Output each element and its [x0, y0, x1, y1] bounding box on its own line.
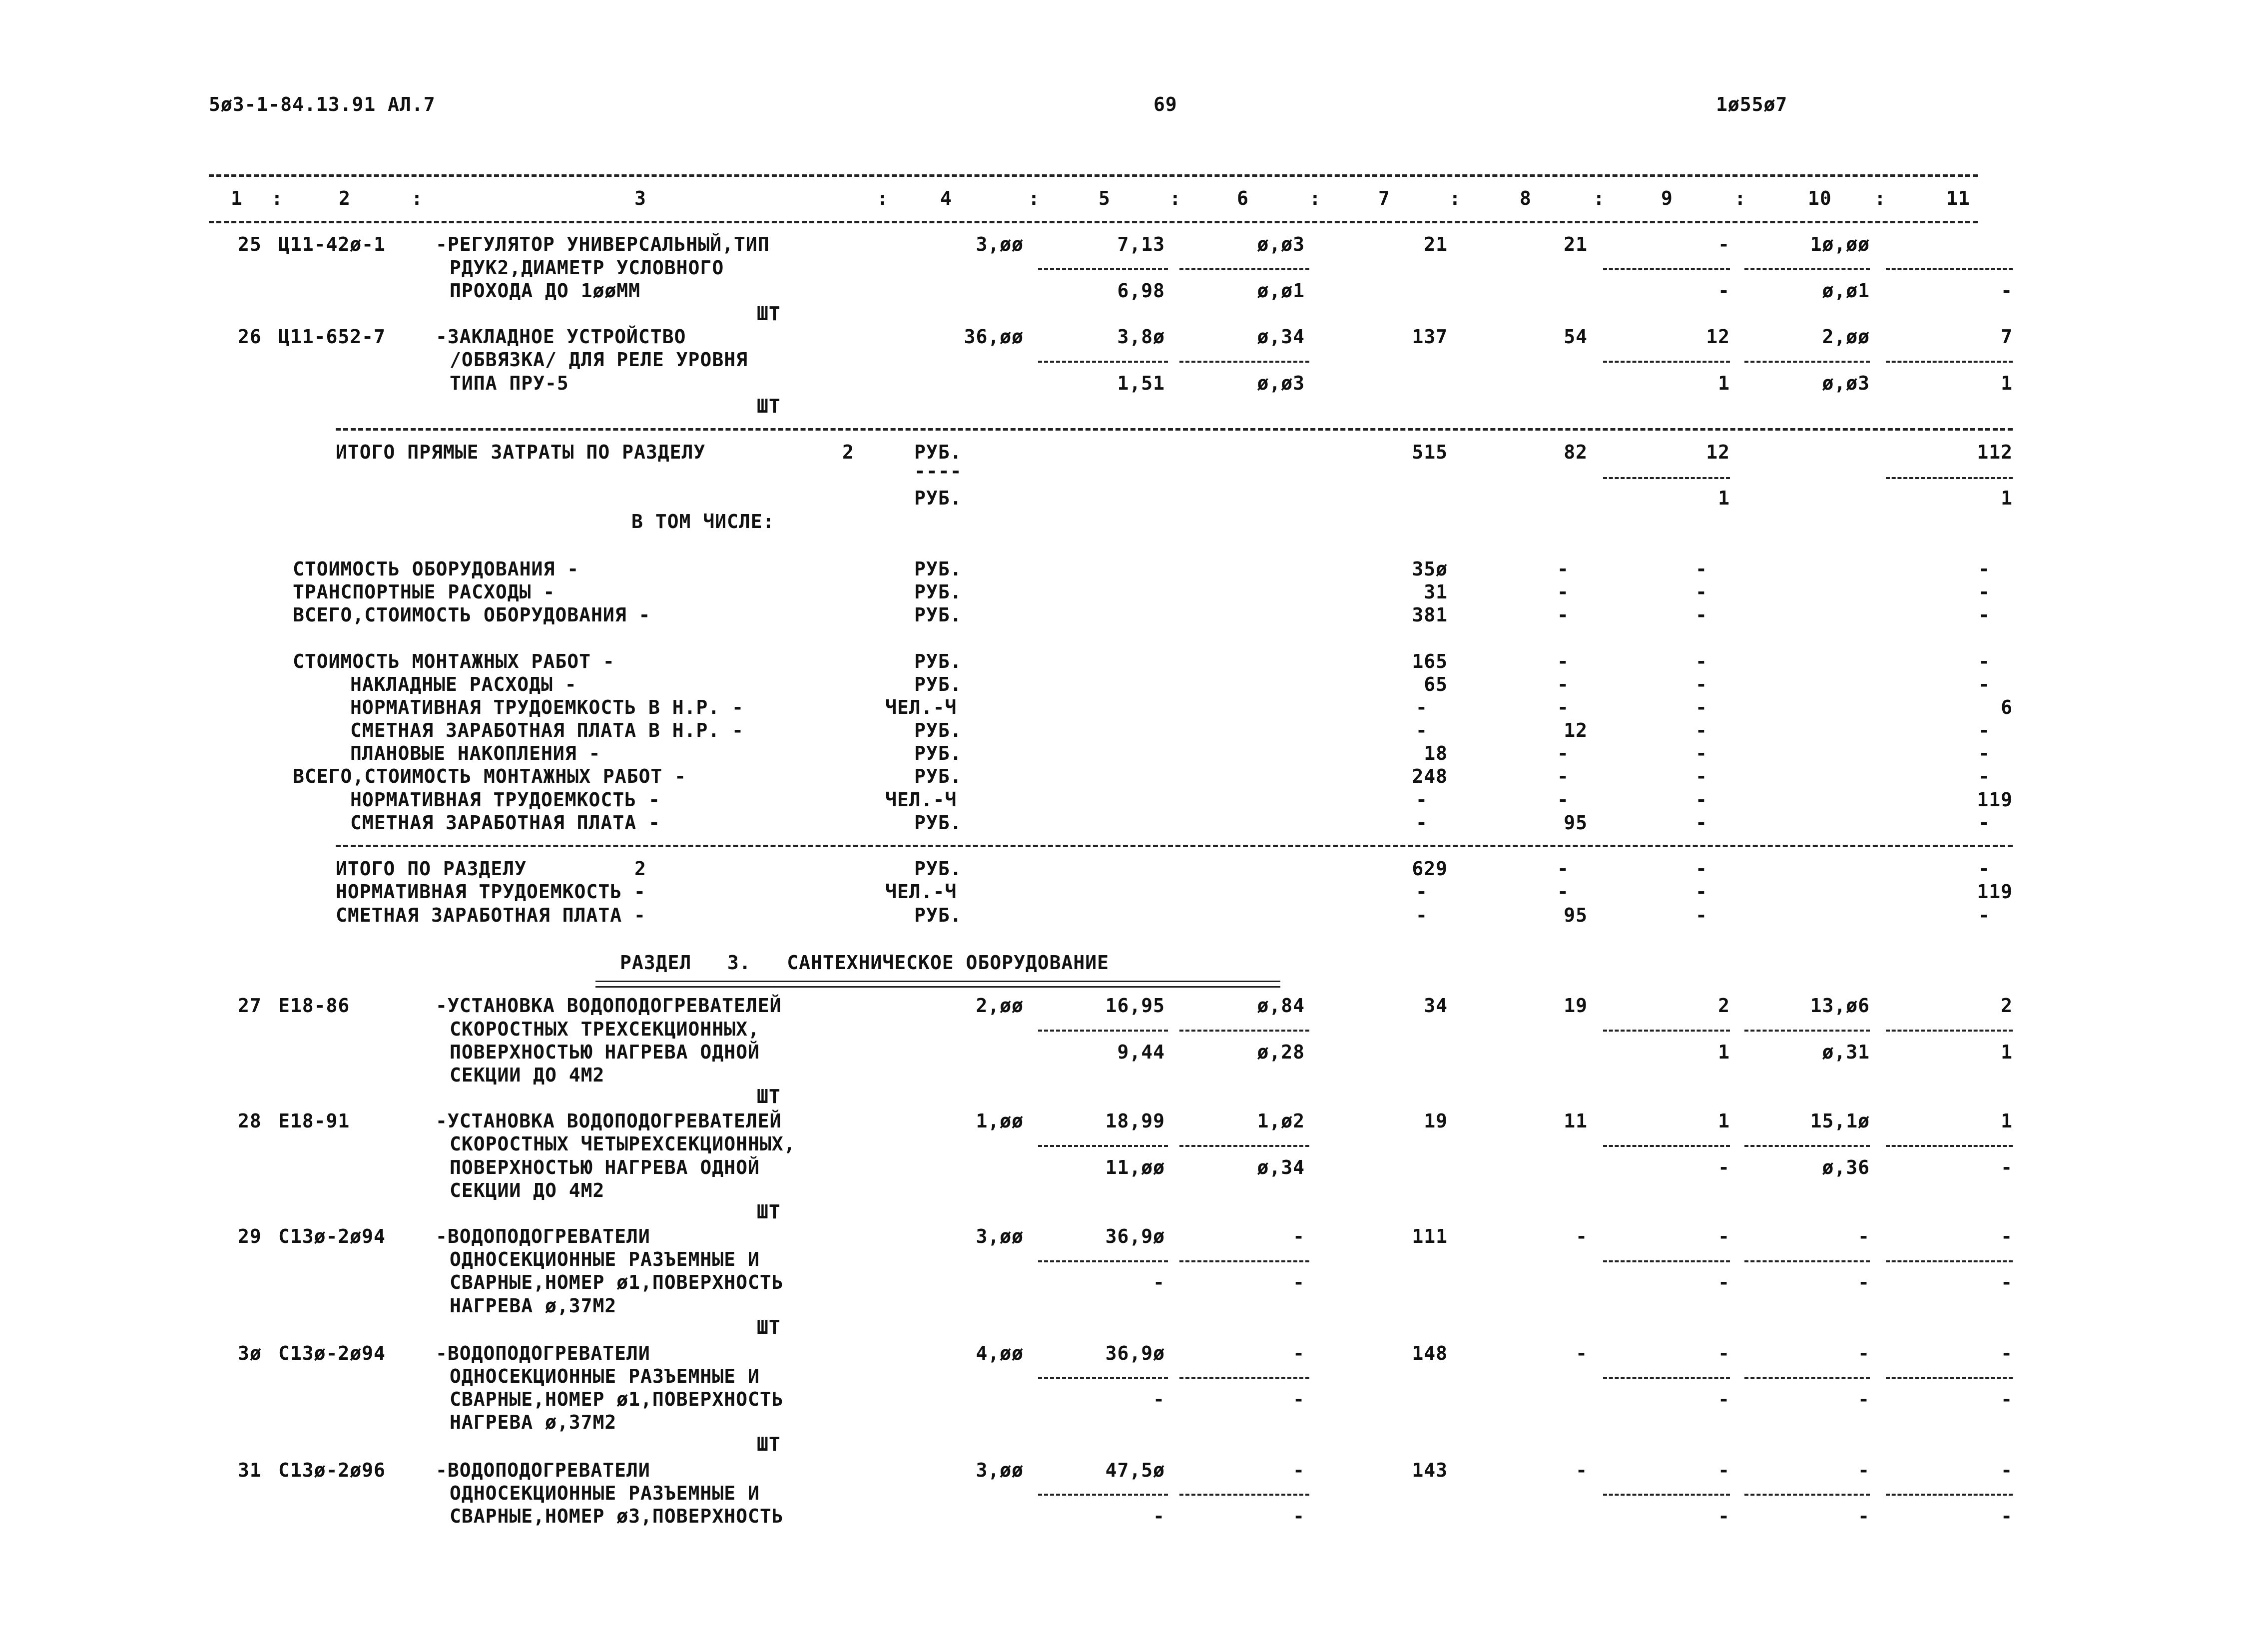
- row-subtotal-rule: [1179, 1145, 1309, 1147]
- installation-label: НОРМАТИВНАЯ ТРУДОЕМКОСТЬ -: [350, 789, 660, 811]
- row-unit-price-secondary: -: [1153, 1388, 1165, 1410]
- section-total-machine: -: [1695, 858, 1707, 880]
- row-subtotal-rule: [1744, 1260, 1870, 1262]
- row-subtotal-rule: [1886, 1260, 2013, 1262]
- row-code: Ц11-652-7: [278, 326, 386, 348]
- installation-total: -: [1416, 719, 1428, 741]
- row-subtotal-rule: [1886, 1030, 2013, 1032]
- row-quantity: 2,øø: [976, 995, 1024, 1017]
- row-unit-price: 7,13: [1117, 233, 1165, 255]
- row-description-line: ТИПА ПРУ-5: [450, 372, 569, 394]
- row-wage-price-secondary: ø,28: [1257, 1041, 1305, 1063]
- row-description-line: СВАРНЫЕ,НОМЕР ø1,ПОВЕРХНОСТЬ: [450, 1271, 784, 1293]
- installation-labour: -: [1978, 765, 1990, 787]
- top-rule: [209, 174, 1978, 177]
- section3-title-underline: [595, 981, 1280, 988]
- row-unit-price: 47,5ø: [1105, 1459, 1165, 1481]
- row-quantity: 3,øø: [976, 233, 1024, 255]
- installation-wage: 12: [1564, 719, 1588, 741]
- row-description-line: ПОВЕРХНОСТЬЮ НАГРЕВА ОДНОЙ: [450, 1041, 760, 1063]
- row-subtotal-rule: [1744, 1030, 1870, 1032]
- row-quantity: 1,øø: [976, 1110, 1024, 1132]
- installation-label: ВСЕГО,СТОИМОСТЬ МОНТАЖНЫХ РАБОТ -: [293, 765, 686, 787]
- installation-labour: -: [1978, 719, 1990, 741]
- row-quantity: 36,øø: [964, 326, 1024, 348]
- section-total-label: НОРМАТИВНАЯ ТРУДОЕМКОСТЬ -: [336, 881, 646, 903]
- row-labour-secondary: -: [1858, 1271, 1870, 1293]
- installation-total: 18: [1424, 742, 1448, 764]
- row-labour-total-secondary: -: [2001, 280, 2013, 302]
- row-wage-price-secondary: ø,ø1: [1257, 280, 1305, 302]
- row-measure-unit: ШТ: [757, 1316, 781, 1338]
- section-total-labour: 119: [1977, 881, 2013, 903]
- row-description-line: ОДНОСЕКЦИОННЫЕ РАЗЪЕМНЫЕ И: [450, 1482, 760, 1504]
- installation-total: -: [1416, 812, 1428, 834]
- equipment-unit: РУБ.: [914, 558, 962, 580]
- installation-unit: РУБ.: [914, 673, 962, 695]
- totals-top-rule: [336, 428, 2013, 431]
- row-number: 25: [238, 233, 262, 255]
- equipment-labour: -: [1978, 558, 1990, 580]
- row-quantity: 3,øø: [976, 1225, 1024, 1247]
- doc-code: 5ø3-1-84.13.91 АЛ.7: [209, 93, 436, 115]
- direct-costs-unit: РУБ.: [914, 441, 962, 463]
- row-labour-total-secondary: -: [2001, 1156, 2013, 1178]
- equipment-wage: -: [1557, 558, 1569, 580]
- section-total-machine: -: [1695, 881, 1707, 903]
- row-machine-total-secondary: -: [1718, 280, 1730, 302]
- direct-costs-labour: 112: [1977, 441, 2013, 463]
- doc-number: 1ø55ø7: [1716, 93, 1788, 115]
- row-labour-total-secondary: -: [2001, 1505, 2013, 1527]
- equipment-unit: РУБ.: [914, 604, 962, 626]
- row-wage-total: -: [1576, 1225, 1588, 1247]
- row-labour-secondary: -: [1858, 1388, 1870, 1410]
- row-machine-total-secondary: 1: [1718, 372, 1730, 394]
- equipment-wage: -: [1557, 581, 1569, 603]
- installation-labour: 119: [1977, 789, 2013, 811]
- row-number: 31: [238, 1459, 262, 1481]
- column-separator: :: [1449, 187, 1461, 209]
- row-machine-total: 12: [1706, 326, 1730, 348]
- row-description-line: ПРОХОДА ДО 1øøММ: [450, 280, 641, 302]
- row-unit-price: 3,8ø: [1117, 326, 1165, 348]
- row-labour: -: [1858, 1342, 1870, 1364]
- row-code: Е18-91: [278, 1110, 350, 1132]
- section-total-sum: 629: [1412, 858, 1448, 880]
- installation-machine: -: [1695, 719, 1707, 741]
- row-description-line: НАГРЕВА ø,37М2: [450, 1411, 617, 1433]
- installation-labour: -: [1978, 812, 1990, 834]
- equipment-machine: -: [1695, 581, 1707, 603]
- row-labour: -: [1858, 1225, 1870, 1247]
- installation-total: -: [1416, 789, 1428, 811]
- row-wage-price-secondary: -: [1293, 1271, 1305, 1293]
- column-header-6: 6: [1237, 187, 1249, 209]
- direct-costs-rule: [1886, 477, 2013, 479]
- row-labour: 2,øø: [1822, 326, 1870, 348]
- row-description-line: -ЗАКЛАДНОЕ УСТРОЙСТВО: [436, 326, 686, 348]
- section-total-label: ИТОГО ПО РАЗДЕЛУ: [336, 858, 527, 880]
- equipment-label: ВСЕГО,СТОИМОСТЬ ОБОРУДОВАНИЯ -: [293, 604, 651, 626]
- row-subtotal-rule: [1038, 1260, 1168, 1262]
- row-wage-price-secondary: -: [1293, 1505, 1305, 1527]
- installation-total: 165: [1412, 650, 1448, 672]
- column-separator: :: [1169, 187, 1181, 209]
- section-total-sum: -: [1416, 881, 1428, 903]
- row-subtotal-rule: [1038, 361, 1168, 363]
- row-description-line: СЕКЦИИ ДО 4М2: [450, 1064, 605, 1086]
- equipment-machine: -: [1695, 558, 1707, 580]
- row-measure-unit: ШТ: [757, 303, 781, 325]
- row-wage-price: -: [1293, 1225, 1305, 1247]
- installation-wage: -: [1557, 650, 1569, 672]
- row-wage-price: ø,ø3: [1257, 233, 1305, 255]
- row-code: Ц11-42ø-1: [278, 233, 386, 255]
- installation-total: 248: [1412, 765, 1448, 787]
- row-subtotal-rule: [1603, 1494, 1730, 1496]
- row-subtotal-rule: [1886, 361, 2013, 363]
- installation-unit: РУБ.: [914, 650, 962, 672]
- column-header-8: 8: [1520, 187, 1532, 209]
- row-quantity: 3,øø: [976, 1459, 1024, 1481]
- row-subtotal-rule: [1886, 1377, 2013, 1379]
- row-labour: 1ø,øø: [1810, 233, 1870, 255]
- column-header-10: 10: [1808, 187, 1832, 209]
- section-total-rule: [336, 845, 2013, 847]
- row-measure-unit: ШТ: [757, 1201, 781, 1223]
- row-wage-total: 11: [1564, 1110, 1588, 1132]
- direct-costs-total: 515: [1412, 441, 1448, 463]
- installation-labour: 6: [2001, 696, 2013, 718]
- row-description-line: ОДНОСЕКЦИОННЫЕ РАЗЪЕМНЫЕ И: [450, 1365, 760, 1387]
- section-total-wage: -: [1557, 858, 1569, 880]
- row-measure-unit: ШТ: [757, 395, 781, 417]
- row-unit-price-secondary: 1,51: [1117, 372, 1165, 394]
- equipment-label: СТОИМОСТЬ ОБОРУДОВАНИЯ -: [293, 558, 579, 580]
- row-subtotal-rule: [1179, 268, 1309, 270]
- row-subtotal-rule: [1603, 361, 1730, 363]
- installation-machine: -: [1695, 673, 1707, 695]
- equipment-labour: -: [1978, 604, 1990, 626]
- installation-total: -: [1416, 696, 1428, 718]
- row-subtotal-rule: [1886, 1494, 2013, 1496]
- row-total: 19: [1424, 1110, 1448, 1132]
- header-bottom-rule: [209, 221, 1978, 223]
- row-subtotal-rule: [1179, 361, 1309, 363]
- row-subtotal-rule: [1744, 1145, 1870, 1147]
- row-unit-price-secondary: 9,44: [1117, 1041, 1165, 1063]
- row-unit-price: 36,9ø: [1105, 1342, 1165, 1364]
- row-code: Е18-86: [278, 995, 350, 1017]
- installation-unit: ЧЕЛ.-Ч: [885, 789, 957, 811]
- installation-machine: -: [1695, 765, 1707, 787]
- equipment-labour: -: [1978, 581, 1990, 603]
- row-description-line: -ВОДОПОДОГРЕВАТЕЛИ: [436, 1459, 650, 1481]
- equipment-total: 381: [1412, 604, 1448, 626]
- column-separator: :: [1734, 187, 1746, 209]
- direct-costs-labour-secondary: 1: [2001, 487, 2013, 509]
- direct-costs-machine: 12: [1706, 441, 1730, 463]
- row-machine-total: 2: [1718, 995, 1730, 1017]
- row-description-line: /ОБВЯЗКА/ ДЛЯ РЕЛЕ УРОВНЯ: [450, 349, 748, 371]
- row-machine-total-secondary: -: [1718, 1156, 1730, 1178]
- row-wage-price-secondary: -: [1293, 1388, 1305, 1410]
- row-labour-total: 1: [2001, 1110, 2013, 1132]
- section-total-unit: РУБ.: [914, 904, 962, 926]
- row-unit-price-secondary: -: [1153, 1271, 1165, 1293]
- row-subtotal-rule: [1038, 1030, 1168, 1032]
- direct-costs-unit-secondary: РУБ.: [914, 487, 962, 509]
- section-total-sum: -: [1416, 904, 1428, 926]
- row-wage-price-secondary: ø,ø3: [1257, 372, 1305, 394]
- row-labour-total: -: [2001, 1459, 2013, 1481]
- installation-wage: -: [1557, 742, 1569, 764]
- row-wage-price: ø,34: [1257, 326, 1305, 348]
- row-unit-price-secondary: -: [1153, 1505, 1165, 1527]
- row-machine-total-secondary: -: [1718, 1271, 1730, 1293]
- row-subtotal-rule: [1886, 1145, 2013, 1147]
- row-subtotal-rule: [1038, 1494, 1168, 1496]
- row-description-line: ОДНОСЕКЦИОННЫЕ РАЗЪЕМНЫЕ И: [450, 1248, 760, 1270]
- row-wage-price: -: [1293, 1342, 1305, 1364]
- row-measure-unit: ШТ: [757, 1086, 781, 1107]
- row-machine-total-secondary: -: [1718, 1388, 1730, 1410]
- equipment-total: 35ø: [1412, 558, 1448, 580]
- row-total: 21: [1424, 233, 1448, 255]
- column-separator: :: [1028, 187, 1040, 209]
- row-subtotal-rule: [1603, 1145, 1730, 1147]
- installation-unit: РУБ.: [914, 765, 962, 787]
- installation-labour: -: [1978, 742, 1990, 764]
- row-wage-total: 19: [1564, 995, 1588, 1017]
- direct-costs-dashes: ----: [914, 460, 962, 482]
- row-description-line: СВАРНЫЕ,НОМЕР ø1,ПОВЕРХНОСТЬ: [450, 1388, 784, 1410]
- column-header-9: 9: [1661, 187, 1673, 209]
- row-total: 111: [1412, 1225, 1448, 1247]
- section-total-labour: -: [1978, 904, 1990, 926]
- row-description-line: СЕКЦИИ ДО 4М2: [450, 1179, 605, 1201]
- row-wage-price: ø,84: [1257, 995, 1305, 1017]
- installation-label: НОРМАТИВНАЯ ТРУДОЕМКОСТЬ В Н.Р. -: [350, 696, 744, 718]
- section-total-unit: ЧЕЛ.-Ч: [885, 881, 957, 903]
- row-subtotal-rule: [1886, 268, 2013, 270]
- row-subtotal-rule: [1603, 1260, 1730, 1262]
- column-header-11: 11: [1946, 187, 1970, 209]
- row-code: С13ø-2ø96: [278, 1459, 386, 1481]
- equipment-unit: РУБ.: [914, 581, 962, 603]
- row-labour-total-secondary: 1: [2001, 372, 2013, 394]
- column-separator: :: [271, 187, 283, 209]
- row-labour-secondary: ø,ø3: [1822, 372, 1870, 394]
- row-labour-total-secondary: -: [2001, 1271, 2013, 1293]
- page-number: 69: [1153, 93, 1177, 115]
- row-labour-secondary: -: [1858, 1505, 1870, 1527]
- row-labour: -: [1858, 1459, 1870, 1481]
- installation-machine: -: [1695, 812, 1707, 834]
- row-subtotal-rule: [1179, 1260, 1309, 1262]
- direct-costs-machine-secondary: 1: [1718, 487, 1730, 509]
- direct-costs-section: 2: [842, 441, 854, 463]
- row-description-line: -РЕГУЛЯТОР УНИВЕРСАЛЬНЫЙ,ТИП: [436, 233, 770, 255]
- row-description-line: СВАРНЫЕ,НОМЕР ø3,ПОВЕРХНОСТЬ: [450, 1505, 784, 1527]
- row-unit-price: 18,99: [1105, 1110, 1165, 1132]
- row-subtotal-rule: [1179, 1377, 1309, 1379]
- row-wage-total: 21: [1564, 233, 1588, 255]
- row-unit-price: 36,9ø: [1105, 1225, 1165, 1247]
- column-header-7: 7: [1378, 187, 1390, 209]
- installation-wage: -: [1557, 765, 1569, 787]
- row-labour-secondary: ø,36: [1822, 1156, 1870, 1178]
- row-number: 28: [238, 1110, 262, 1132]
- row-description-line: -УСТАНОВКА ВОДОПОДОГРЕВАТЕЛЕЙ: [436, 1110, 782, 1132]
- installation-machine: -: [1695, 789, 1707, 811]
- row-labour-secondary: ø,ø1: [1822, 280, 1870, 302]
- row-total: 148: [1412, 1342, 1448, 1364]
- equipment-wage: -: [1557, 604, 1569, 626]
- row-machine-total: -: [1718, 1342, 1730, 1364]
- row-code: С13ø-2ø94: [278, 1342, 386, 1364]
- installation-labour: -: [1978, 650, 1990, 672]
- row-subtotal-rule: [1603, 1377, 1730, 1379]
- row-labour-total: -: [2001, 1225, 2013, 1247]
- direct-costs-label: ИТОГО ПРЯМЫЕ ЗАТРАТЫ ПО РАЗДЕЛУ: [336, 441, 706, 463]
- direct-costs-rule: [1603, 477, 1730, 479]
- row-machine-total: 1: [1718, 1110, 1730, 1132]
- row-unit-price-secondary: 6,98: [1117, 280, 1165, 302]
- section-total-number: 2: [634, 858, 646, 880]
- section-total-unit: РУБ.: [914, 858, 962, 880]
- row-wage-price: 1,ø2: [1257, 1110, 1305, 1132]
- installation-label: НАКЛАДНЫЕ РАСХОДЫ -: [350, 673, 577, 695]
- column-header-5: 5: [1099, 187, 1111, 209]
- row-number: 26: [238, 326, 262, 348]
- section-total-label: СМЕТНАЯ ЗАРАБОТНАЯ ПЛАТА -: [336, 904, 646, 926]
- installation-wage: -: [1557, 696, 1569, 718]
- row-quantity: 4,øø: [976, 1342, 1024, 1364]
- row-subtotal-rule: [1744, 1494, 1870, 1496]
- row-labour-total-secondary: 1: [2001, 1041, 2013, 1063]
- direct-costs-wage: 82: [1564, 441, 1588, 463]
- row-code: С13ø-2ø94: [278, 1225, 386, 1247]
- row-labour-total-secondary: -: [2001, 1388, 2013, 1410]
- row-labour: 13,ø6: [1810, 995, 1870, 1017]
- installation-wage: -: [1557, 673, 1569, 695]
- row-labour-total: -: [2001, 1342, 2013, 1364]
- row-labour-total: 2: [2001, 995, 2013, 1017]
- column-header-4: 4: [940, 187, 952, 209]
- installation-unit: РУБ.: [914, 719, 962, 741]
- equipment-label: ТРАНСПОРТНЫЕ РАСХОДЫ -: [293, 581, 556, 603]
- installation-machine: -: [1695, 650, 1707, 672]
- row-subtotal-rule: [1744, 361, 1870, 363]
- equipment-total: 31: [1424, 581, 1448, 603]
- row-subtotal-rule: [1744, 268, 1870, 270]
- row-total: 143: [1412, 1459, 1448, 1481]
- row-subtotal-rule: [1038, 1377, 1168, 1379]
- column-header-2: 2: [339, 187, 351, 209]
- row-subtotal-rule: [1744, 1377, 1870, 1379]
- column-header-3: 3: [634, 187, 646, 209]
- section-total-wage: 95: [1564, 904, 1588, 926]
- column-separator: :: [1309, 187, 1321, 209]
- installation-machine: -: [1695, 696, 1707, 718]
- row-wage-price-secondary: ø,34: [1257, 1156, 1305, 1178]
- row-subtotal-rule: [1603, 268, 1730, 270]
- section-total-wage: -: [1557, 881, 1569, 903]
- row-subtotal-rule: [1179, 1494, 1309, 1496]
- row-subtotal-rule: [1038, 268, 1168, 270]
- row-labour: 15,1ø: [1810, 1110, 1870, 1132]
- installation-labour: -: [1978, 673, 1990, 695]
- row-unit-price-secondary: 11,øø: [1105, 1156, 1165, 1178]
- row-machine-total: -: [1718, 233, 1730, 255]
- row-wage-total: -: [1576, 1342, 1588, 1364]
- equipment-machine: -: [1695, 604, 1707, 626]
- section-total-labour: -: [1978, 858, 1990, 880]
- row-labour-secondary: ø,31: [1822, 1041, 1870, 1063]
- installation-label: ПЛАНОВЫЕ НАКОПЛЕНИЯ -: [350, 742, 601, 764]
- row-subtotal-rule: [1179, 1030, 1309, 1032]
- row-number: 29: [238, 1225, 262, 1247]
- column-separator: :: [1874, 187, 1886, 209]
- row-description-line: СКОРОСТНЫХ ЧЕТЫРЕХСЕКЦИОННЫХ,: [450, 1133, 796, 1155]
- row-wage-price: -: [1293, 1459, 1305, 1481]
- row-description-line: СКОРОСТНЫХ ТРЕХСЕКЦИОННЫХ,: [450, 1018, 760, 1040]
- installation-label: СТОИМОСТЬ МОНТАЖНЫХ РАБОТ -: [293, 650, 615, 672]
- row-description-line: -УСТАНОВКА ВОДОПОДОГРЕВАТЕЛЕЙ: [436, 995, 782, 1017]
- row-subtotal-rule: [1038, 1145, 1168, 1147]
- row-machine-total: -: [1718, 1459, 1730, 1481]
- row-description-line: РДУК2,ДИАМЕТР УСЛОВНОГО: [450, 257, 724, 279]
- row-description-line: ПОВЕРХНОСТЬЮ НАГРЕВА ОДНОЙ: [450, 1156, 760, 1178]
- row-measure-unit: ШТ: [757, 1433, 781, 1455]
- row-machine-total: -: [1718, 1225, 1730, 1247]
- installation-unit: РУБ.: [914, 742, 962, 764]
- row-number: 27: [238, 995, 262, 1017]
- section3-title: РАЗДЕЛ 3. САНТЕХНИЧЕСКОЕ ОБОРУДОВАНИЕ: [620, 952, 1109, 974]
- row-unit-price: 16,95: [1105, 995, 1165, 1017]
- column-separator: :: [411, 187, 423, 209]
- row-total: 137: [1412, 326, 1448, 348]
- column-separator: :: [1593, 187, 1605, 209]
- section-total-machine: -: [1695, 904, 1707, 926]
- row-subtotal-rule: [1603, 1030, 1730, 1032]
- row-description-line: НАГРЕВА ø,37М2: [450, 1295, 617, 1317]
- including-heading: В ТОМ ЧИСЛЕ:: [631, 511, 775, 533]
- row-description-line: -ВОДОПОДОГРЕВАТЕЛИ: [436, 1342, 650, 1364]
- row-number: 3ø: [238, 1342, 262, 1364]
- row-labour-total: 7: [2001, 326, 2013, 348]
- row-wage-total: 54: [1564, 326, 1588, 348]
- column-separator: :: [877, 187, 889, 209]
- installation-label: СМЕТНАЯ ЗАРАБОТНАЯ ПЛАТА В Н.Р. -: [350, 719, 744, 741]
- row-machine-total-secondary: -: [1718, 1505, 1730, 1527]
- row-description-line: -ВОДОПОДОГРЕВАТЕЛИ: [436, 1225, 650, 1247]
- row-machine-total-secondary: 1: [1718, 1041, 1730, 1063]
- installation-unit: РУБ.: [914, 812, 962, 834]
- column-header-1: 1: [231, 187, 243, 209]
- installation-label: СМЕТНАЯ ЗАРАБОТНАЯ ПЛАТА -: [350, 812, 660, 834]
- row-total: 34: [1424, 995, 1448, 1017]
- installation-wage: -: [1557, 789, 1569, 811]
- row-wage-total: -: [1576, 1459, 1588, 1481]
- installation-wage: 95: [1564, 812, 1588, 834]
- installation-total: 65: [1424, 673, 1448, 695]
- installation-machine: -: [1695, 742, 1707, 764]
- installation-unit: ЧЕЛ.-Ч: [885, 696, 957, 718]
